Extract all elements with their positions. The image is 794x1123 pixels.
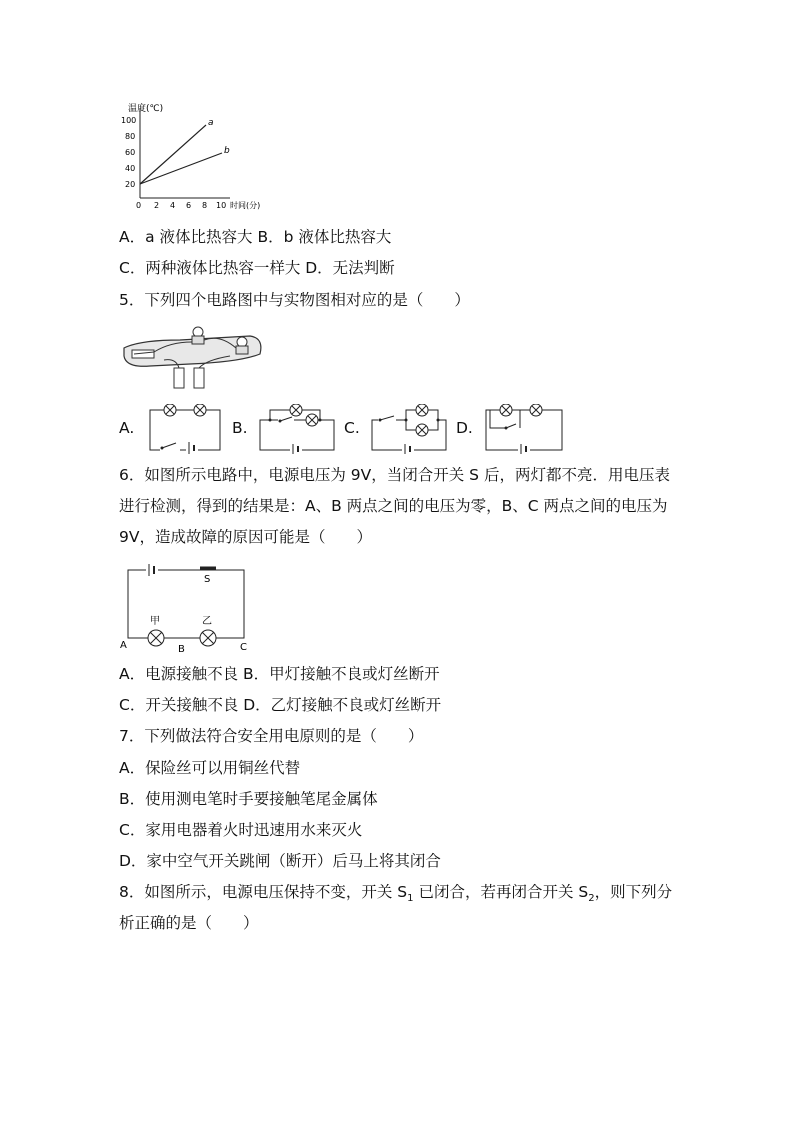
q6-line2: 进行检测，得到的结果是：A、B 两点之间的电压为零，B、C 两点之间的电压为 [119,497,668,515]
circuit-option-c [368,404,452,458]
q7-option-d: D．家中空气开关跳闸（断开）后马上将其闭合 [119,852,441,870]
graph-xlabel: 时间(分) [230,201,261,210]
q5-question: 5．下列四个电路图中与实物图相对应的是（ ） [119,291,470,309]
switch-label: S [204,574,211,585]
q4-option-ab: A．a 液体比热容大 B．b 液体比热容大 [119,228,392,246]
q5-option-d-letter: D. [456,419,473,437]
y-tick: 40 [125,164,136,173]
q8-line1-part1: 8．如图所示，电源电压保持不变，开关 S [119,883,408,901]
physical-circuit-image [120,322,266,392]
y-tick: 100 [121,116,137,125]
q8-line1-part3: ，则下列分 [594,883,673,901]
q6-line1: 6．如图所示电路中，电源电压为 9V，当闭合开关 S 后，两灯都不亮．用电压表 [119,466,670,484]
q6-line3: 9V，造成故障的原因可能是（ ） [119,528,372,546]
y-tick: 80 [125,132,136,141]
point-c-label: C [240,642,247,653]
point-a-label: A [120,640,127,651]
line-a [140,125,206,184]
line-b-label: b [224,146,230,156]
q8-line2: 析正确的是（ ） [119,914,259,932]
q8-sub1: 1 [407,893,414,905]
x-tick: 4 [170,201,176,210]
x-tick: 0 [136,201,142,210]
x-tick: 8 [202,201,208,210]
q7-question: 7．下列做法符合安全用电原则的是（ ） [119,727,424,745]
q5-option-a-letter: A. [119,419,135,437]
x-tick: 2 [154,201,160,210]
lamp1-label: 甲 [150,616,160,627]
circuit-option-a [146,404,226,458]
q6-circuit [118,560,258,654]
q5-option-c-letter: C. [344,419,360,437]
q7-option-c: C．家用电器着火时迅速用水来灭火 [119,821,363,839]
q8-sub2: 2 [588,893,595,905]
temperature-time-graph [118,98,278,218]
point-b-label: B [178,644,185,654]
graph-ylabel: 温度(℃) [128,104,164,114]
line-b [140,153,222,184]
q8-line1 [119,881,672,910]
circuit-option-b [256,404,340,458]
q8-line1-part2: 已闭合，若再闭合开关 S [413,883,589,901]
q4-option-cd: C．两种液体比热容一样大 D．无法判断 [119,259,395,277]
q6-option-cd: C．开关接触不良 D．乙灯接触不良或灯丝断开 [119,696,442,714]
q5-option-b-letter: B. [232,419,248,437]
circuit-option-d [482,404,566,458]
y-tick: 60 [125,148,136,157]
q7-option-a: A．保险丝可以用铜丝代替 [119,759,301,777]
line-a-label: a [208,118,214,128]
y-tick: 20 [125,180,136,189]
q7-option-b: B．使用测电笔时手要接触笔尾金属体 [119,790,378,808]
q6-option-ab: A．电源接触不良 B．甲灯接触不良或灯丝断开 [119,665,440,683]
x-tick: 10 [216,201,227,210]
lamp2-label: 乙 [202,616,212,627]
x-tick: 6 [186,201,192,210]
